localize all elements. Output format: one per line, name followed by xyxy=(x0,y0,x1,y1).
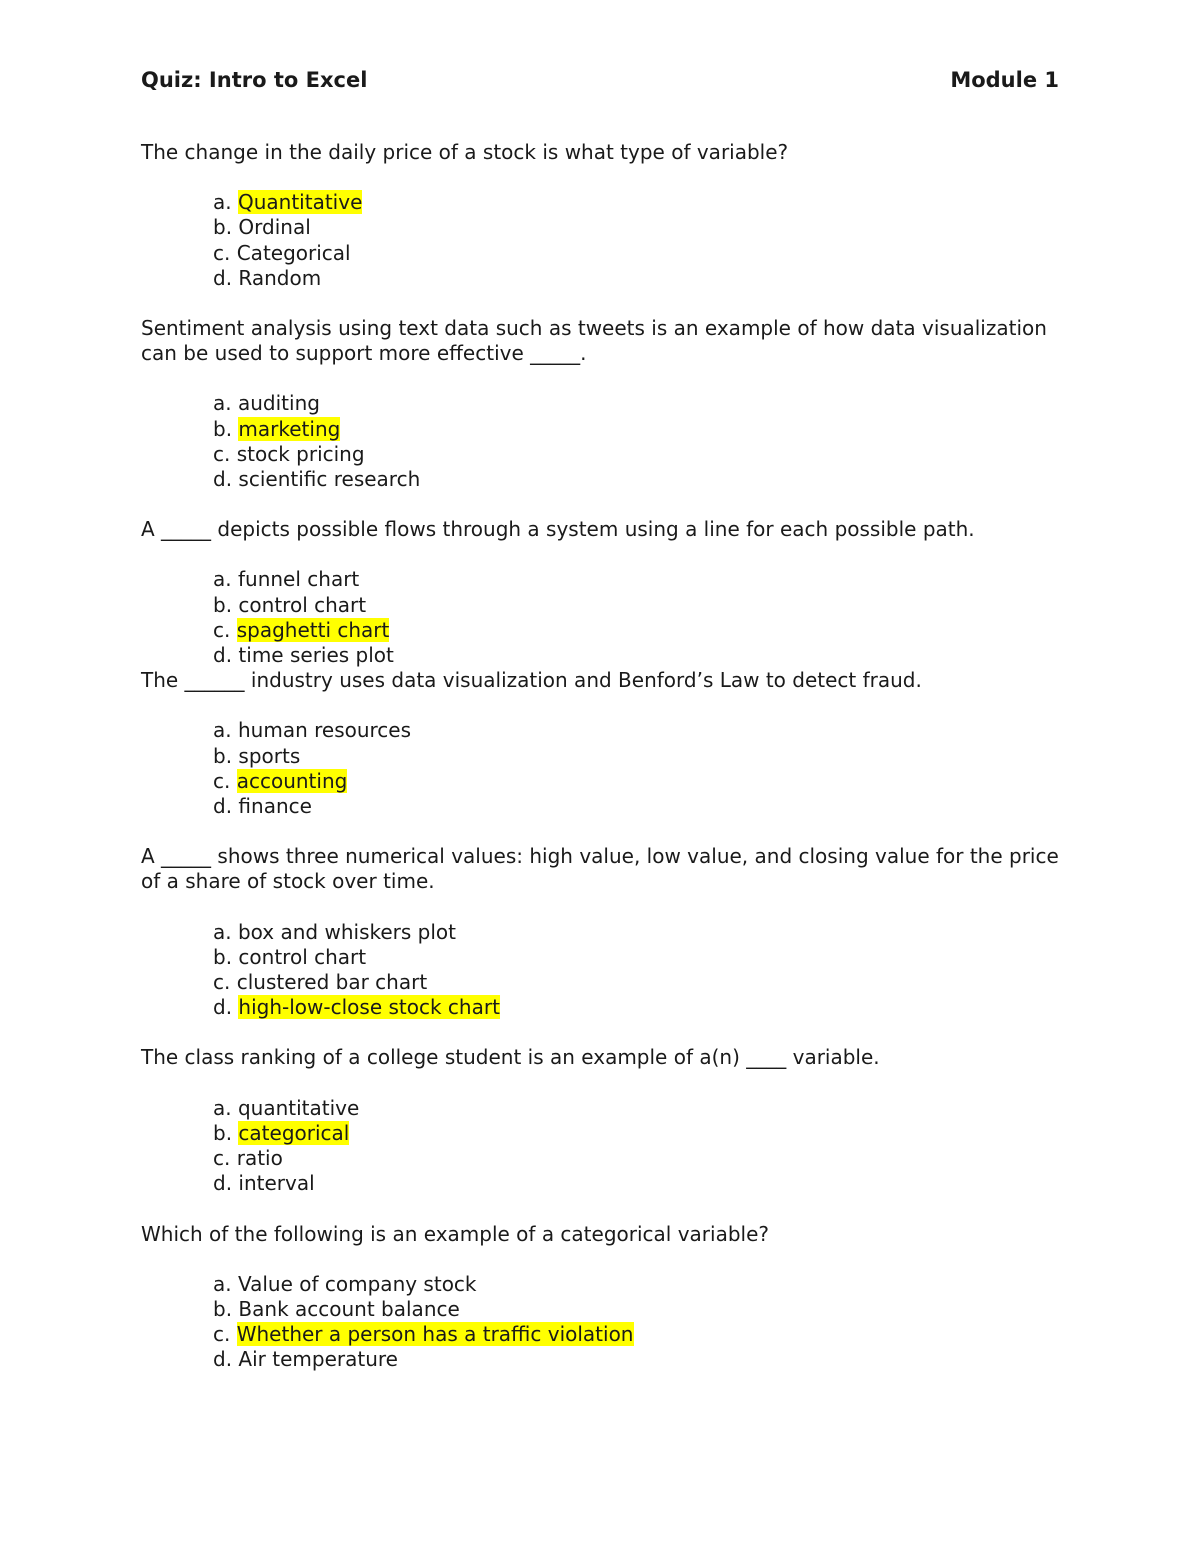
option-letter: a. xyxy=(213,190,238,215)
answer-option xyxy=(213,190,1061,215)
answer-options xyxy=(213,1272,1061,1373)
answer-option xyxy=(213,995,1061,1020)
option-letter: c. xyxy=(213,1322,237,1347)
highlighted-answer: high-low-close stock chart xyxy=(238,995,500,1020)
option-letter: d. xyxy=(213,467,239,492)
option-text: quantitative xyxy=(237,1095,360,1120)
option-text: control chart xyxy=(238,944,367,969)
option-text: stock pricing xyxy=(236,441,365,466)
highlighted-answer: Whether a person has a traffic violation xyxy=(236,1322,634,1347)
option-letter: a. xyxy=(213,391,238,416)
highlighted-answer: categorical xyxy=(238,1120,350,1145)
answer-option xyxy=(213,1146,1061,1171)
highlighted-answer: accounting xyxy=(236,768,348,793)
option-letter: c. xyxy=(213,240,237,265)
answer-option xyxy=(213,467,1061,492)
option-text: funnel chart xyxy=(237,567,360,592)
answer-option xyxy=(213,1121,1061,1146)
question-block xyxy=(141,517,1061,668)
option-letter: a. xyxy=(213,1271,238,1296)
answer-option xyxy=(213,643,1061,668)
answer-option xyxy=(213,266,1061,291)
answer-option xyxy=(213,417,1061,442)
option-text: ratio xyxy=(236,1146,283,1171)
option-letter: a. xyxy=(213,718,238,743)
option-letter: c. xyxy=(213,441,237,466)
answer-options xyxy=(213,1096,1061,1197)
option-text: Air temperature xyxy=(238,1347,398,1372)
option-letter: a. xyxy=(213,567,238,592)
option-letter: b. xyxy=(213,743,239,768)
option-letter: c. xyxy=(213,970,237,995)
question-text: Sentiment analysis using text data such as tweets is an example of how data visualization can be used to support more effective _____. xyxy=(141,316,1047,366)
answer-option xyxy=(213,970,1061,995)
answer-option xyxy=(213,442,1061,467)
option-text: Categorical xyxy=(236,240,351,265)
highlighted-answer: marketing xyxy=(238,416,341,441)
option-letter: b. xyxy=(213,1296,239,1321)
option-letter: c. xyxy=(213,1146,237,1171)
answer-option xyxy=(213,1171,1061,1196)
option-letter: d. xyxy=(213,794,239,819)
option-letter: b. xyxy=(213,416,239,441)
option-text: scientific research xyxy=(238,467,421,492)
answer-option xyxy=(213,1096,1061,1121)
answer-option xyxy=(213,945,1061,970)
option-letter: d. xyxy=(213,643,239,668)
answer-option xyxy=(213,769,1061,794)
highlighted-answer: spaghetti chart xyxy=(236,617,390,642)
question-text: The class ranking of a college student is an example of a(n) ____ variable. xyxy=(141,1045,880,1070)
option-letter: c. xyxy=(213,768,237,793)
quiz-body xyxy=(141,140,1061,1398)
answer-options xyxy=(213,718,1061,819)
answer-option xyxy=(213,1297,1061,1322)
answer-option xyxy=(213,241,1061,266)
answer-option xyxy=(213,718,1061,743)
option-text: time series plot xyxy=(238,643,394,668)
answer-options xyxy=(213,190,1061,291)
answer-option xyxy=(213,920,1061,945)
page-header xyxy=(141,68,1059,98)
answer-options xyxy=(213,920,1061,1021)
option-text: clustered bar chart xyxy=(236,970,428,995)
highlighted-answer: Quantitative xyxy=(237,190,363,215)
option-letter: d. xyxy=(213,1347,239,1372)
question-text: The change in the daily price of a stock is what type of variable? xyxy=(141,140,789,164)
option-text: human resources xyxy=(237,718,412,743)
question-block xyxy=(141,668,1061,819)
question-block xyxy=(141,140,1061,291)
module-label: Module 1 xyxy=(950,68,1059,92)
option-letter: c. xyxy=(213,617,237,642)
option-letter: b. xyxy=(213,944,239,969)
option-letter: d. xyxy=(213,265,239,290)
option-text: Ordinal xyxy=(238,215,311,240)
answer-option xyxy=(213,391,1061,416)
option-text: sports xyxy=(238,743,301,768)
option-text: box and whiskers plot xyxy=(237,919,456,944)
question-text: The ______ industry uses data visualization and Benford’s Law to detect fraud. xyxy=(141,668,922,693)
answer-option xyxy=(213,1347,1061,1372)
option-text: Random xyxy=(238,265,322,290)
question-text: A _____ depicts possible flows through a system using a line for each possible path. xyxy=(141,517,975,542)
option-text: control chart xyxy=(238,592,367,617)
option-text: finance xyxy=(238,794,312,819)
option-letter: b. xyxy=(213,592,239,617)
answer-option xyxy=(213,618,1061,643)
option-text: interval xyxy=(238,1171,315,1196)
answer-option xyxy=(213,215,1061,240)
option-letter: a. xyxy=(213,919,238,944)
question-block xyxy=(141,844,1061,1020)
answer-option xyxy=(213,744,1061,769)
option-letter: b. xyxy=(213,1120,239,1145)
answer-option xyxy=(213,593,1061,618)
answer-options xyxy=(213,567,1061,668)
option-letter: d. xyxy=(213,995,239,1020)
answer-option xyxy=(213,794,1061,819)
question-text: A _____ shows three numerical values: high value, low value, and closing value for the price of a share of stock over time. xyxy=(141,844,1059,894)
option-letter: a. xyxy=(213,1095,238,1120)
answer-option xyxy=(213,1322,1061,1347)
option-text: Bank account balance xyxy=(238,1296,460,1321)
question-block xyxy=(141,1045,1061,1196)
question-block xyxy=(141,316,1061,492)
answer-option xyxy=(213,567,1061,592)
question-text: Which of the following is an example of a categorical variable? xyxy=(141,1221,770,1246)
answer-options xyxy=(213,391,1061,492)
option-text: auditing xyxy=(237,391,320,416)
option-letter: d. xyxy=(213,1171,239,1196)
question-block xyxy=(141,1222,1061,1373)
answer-option xyxy=(213,1272,1061,1297)
option-text: Value of company stock xyxy=(237,1271,477,1296)
quiz-title: Quiz: Intro to Excel xyxy=(141,68,368,92)
option-letter: b. xyxy=(213,215,239,240)
